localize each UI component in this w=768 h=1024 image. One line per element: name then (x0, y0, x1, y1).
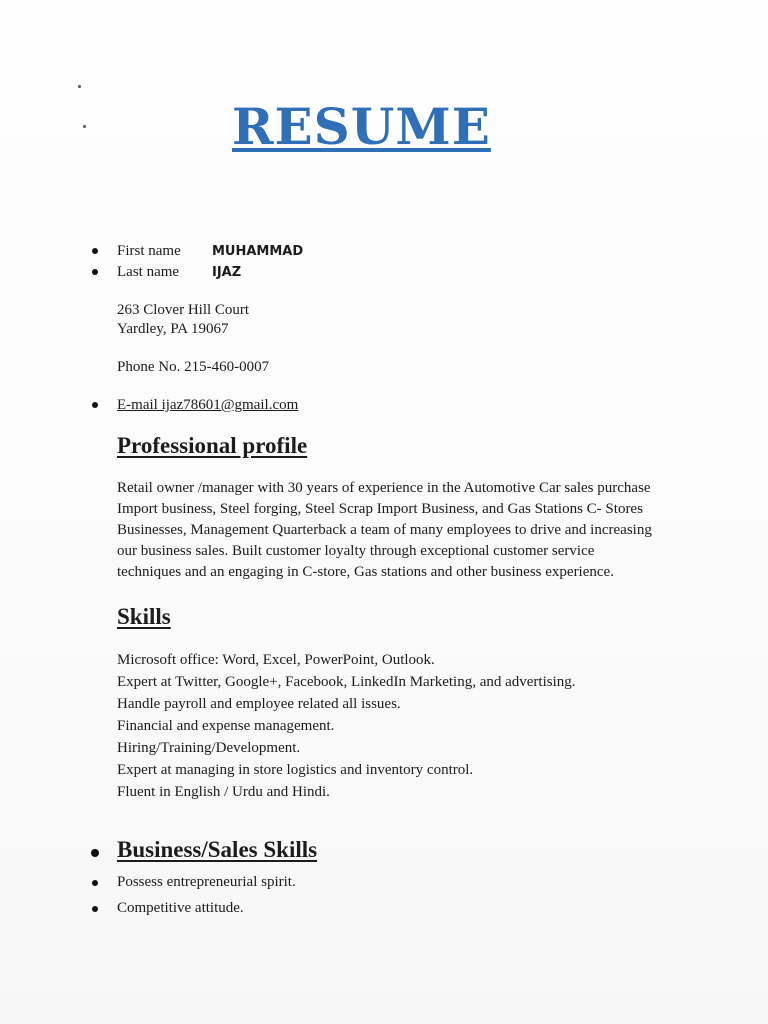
business-sales-skills-heading: Business/Sales Skills (117, 837, 318, 862)
skills-heading: Skills (117, 604, 171, 629)
scan-speck (78, 85, 81, 88)
bullet-icon (92, 402, 98, 408)
profile-line: Businesses, Management Quarterback a team of many employees to drive and increasing (117, 522, 652, 538)
address-line-2: Yardley, PA 19067 (117, 321, 229, 337)
bullet-icon (92, 269, 98, 275)
professional-profile-text (117, 478, 707, 583)
bullet-icon (92, 906, 98, 912)
first-name-value: MUHAMMAD (212, 244, 304, 259)
skill-item: Hiring/Training/Development. (117, 740, 301, 756)
scan-speck (83, 125, 86, 128)
skill-item: Expert at managing in store logistics and inventory control. (117, 762, 474, 778)
profile-line: our business sales. Built customer loyalty through exceptional customer service (117, 543, 595, 559)
last-name-label: Last name (117, 264, 180, 280)
email-address: E-mail ijaz78601@gmail.com (117, 397, 299, 413)
profile-line: Import business, Steel forging, Steel Scrap Import Business, and Gas Stations C- Stores (117, 501, 643, 517)
skill-item: Financial and expense management. (117, 718, 335, 734)
skill-item: Microsoft office: Word, Excel, PowerPoint, Outlook. (117, 652, 435, 668)
address-line-1: 263 Clover Hill Court (117, 302, 250, 318)
skill-item: Expert at Twitter, Google+, Facebook, LinkedIn Marketing, and advertising. (117, 674, 576, 690)
skills-list (117, 649, 576, 803)
last-name-value: IJAZ (212, 265, 242, 280)
profile-line: Retail owner /manager with 30 years of experience in the Automotive Car sales purchase (117, 480, 651, 496)
first-name-label: First name (117, 243, 181, 259)
profile-line: techniques and an engaging in C-store, Gas stations and other business experience. (117, 564, 614, 580)
bullet-icon (92, 248, 98, 254)
phone-number: Phone No. 215-460-0007 (117, 359, 270, 375)
bullet-icon (91, 849, 99, 857)
skill-item: Fluent in English / Urdu and Hindi. (117, 784, 330, 800)
business-skill-item: Possess entrepreneurial spirit. (117, 874, 296, 890)
business-skill-item: Competitive attitude. (117, 900, 244, 916)
professional-profile-heading: Professional profile (117, 433, 308, 458)
resume-title: RESUME (232, 97, 491, 156)
skill-item: Handle payroll and employee related all issues. (117, 696, 401, 712)
bullet-icon (92, 880, 98, 886)
